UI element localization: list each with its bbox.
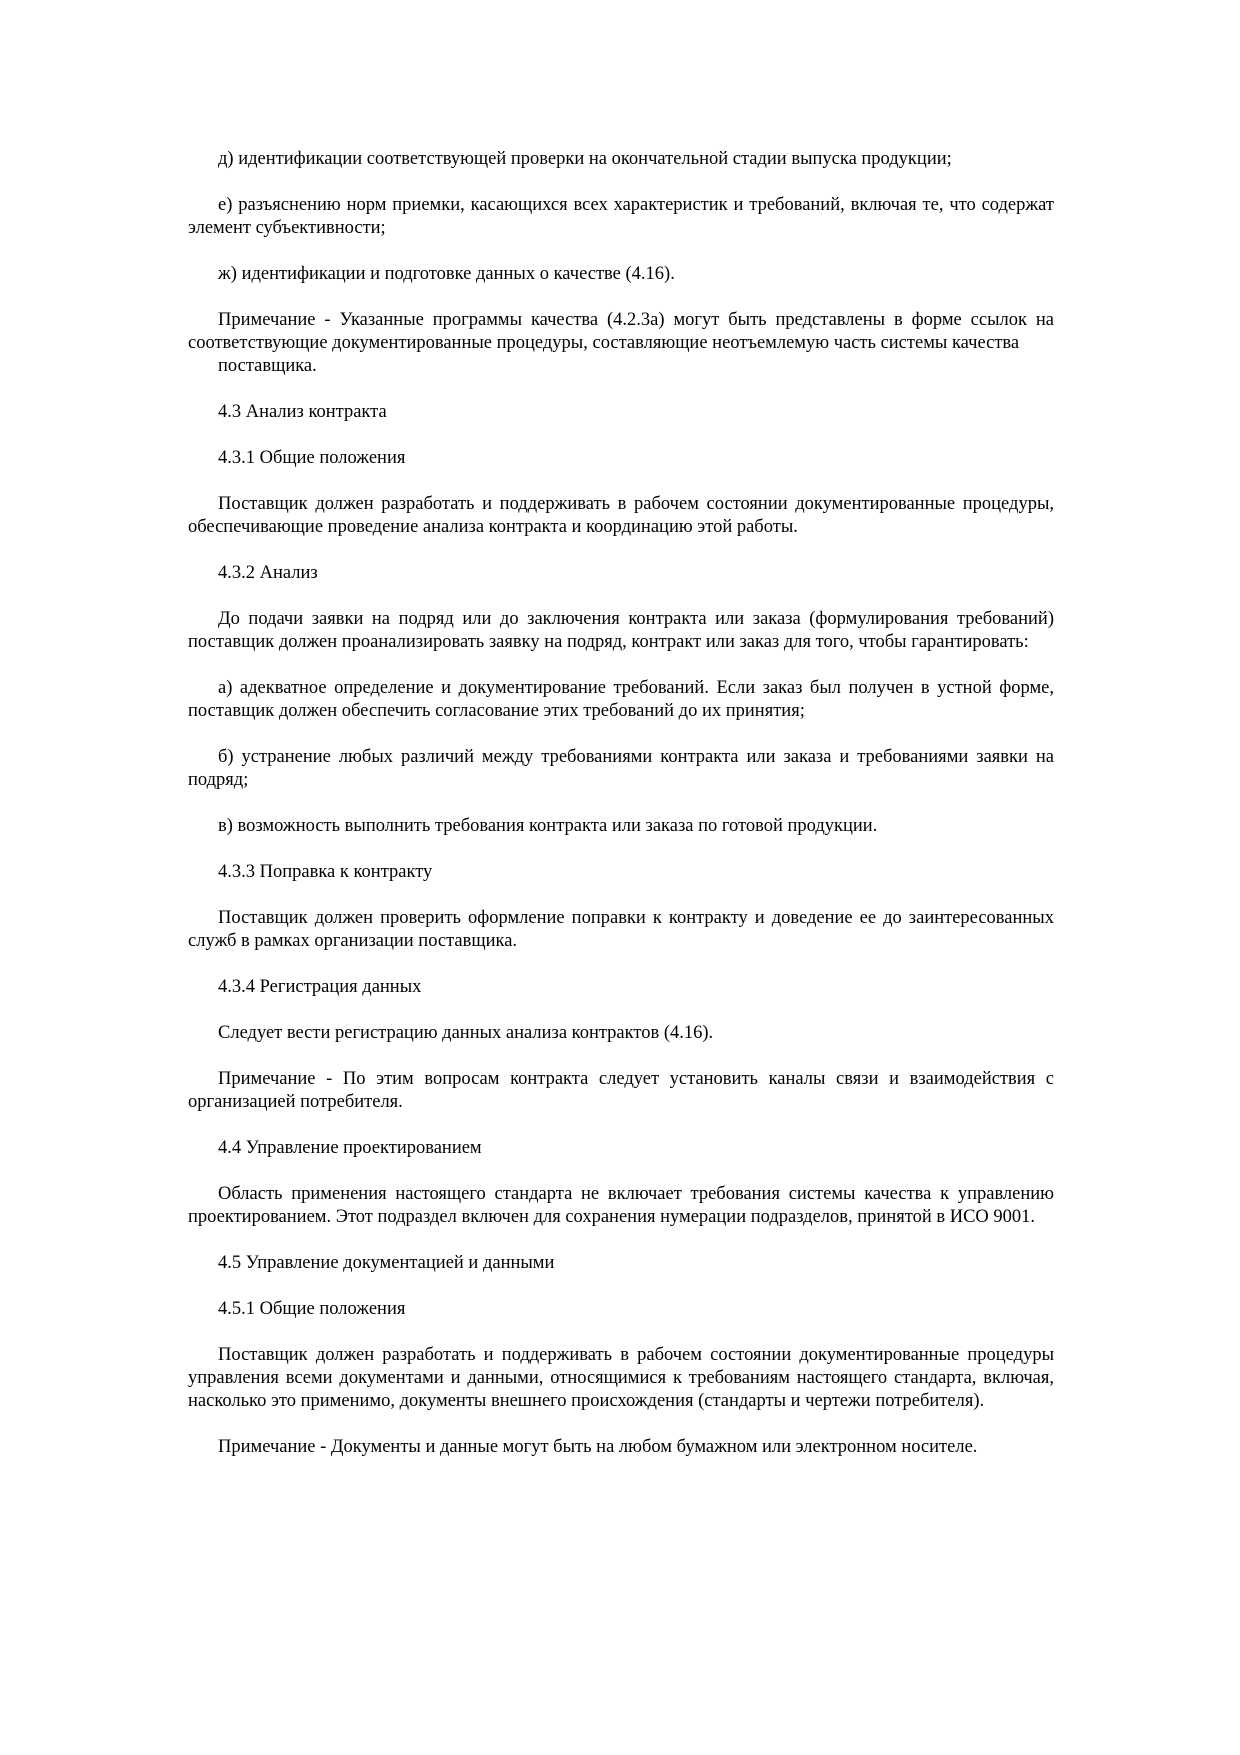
note-quality-programs-tail: поставщика.: [218, 356, 317, 376]
section-heading-4-5-1: 4.5.1 Общие положения: [218, 1299, 406, 1319]
list-item-v: в) возможность выполнить требования контракта или заказа по готовой продукции.: [218, 816, 878, 836]
paragraph-4-5-1: Поставщик должен разработать и поддерживать в рабочем состоянии документированные процедуры управления всеми документами и данными, относящимися к требованиям настоящего стандарта, включая, насколько это применимо, документы внешнего происхождения (стандарты и чертежи потребителя).: [188, 1345, 1054, 1411]
list-item-a: а) адекватное определение и документирование требований. Если заказ был получен в устной форме, поставщик должен обеспечить согласование этих требований до их принятия;: [188, 678, 1054, 721]
section-heading-4-3-4: 4.3.4 Регистрация данных: [218, 977, 422, 997]
section-heading-4-4: 4.4 Управление проектированием: [218, 1138, 482, 1158]
paragraph-4-3-2: До подачи заявки на подряд или до заключения контракта или заказа (формулирования требований) поставщик должен проанализировать заявку на подряд, контракт или заказ для того, чтобы гарантировать:: [188, 609, 1054, 652]
note-documents-media: Примечание - Документы и данные могут быть на любом бумажном или электронном носителе.: [218, 1437, 978, 1457]
note-contract-channels: Примечание - По этим вопросам контракта следует установить каналы связи и взаимодействия с организацией потребителя.: [188, 1069, 1054, 1112]
list-item-b: б) устранение любых различий между требованиями контракта или заказа и требованиями заявки на подряд;: [188, 747, 1054, 790]
list-item-e: е) разъяснению норм приемки, касающихся всех характеристик и требований, включая те, что содержат элемент субъективности;: [188, 195, 1054, 238]
paragraph-4-4: Область применения настоящего стандарта не включает требования системы качества к управлению проектированием. Этот подраздел включен для сохранения нумерации подразделов, принятой в ИСО 9001.: [188, 1184, 1054, 1227]
list-item-zh: ж) идентификации и подготовке данных о качестве (4.16).: [218, 264, 675, 284]
section-heading-4-3-1: 4.3.1 Общие положения: [218, 448, 406, 468]
document-page: [188, 148, 1054, 1482]
paragraph-4-3-4: Следует вести регистрацию данных анализа контрактов (4.16).: [218, 1023, 714, 1043]
paragraph-4-3-1: Поставщик должен разработать и поддерживать в рабочем состоянии документированные процедуры, обеспечивающие проведение анализа контракта и координацию этой работы.: [188, 494, 1054, 537]
list-item-d: д) идентификации соответствующей проверки на окончательной стадии выпуска продукции;: [218, 149, 952, 169]
note-quality-programs: Примечание - Указанные программы качества (4.2.3а) могут быть представлены в форме ссылок на соответствующие документированные процедуры, составляющие неотъемлемую часть системы качества: [188, 310, 1054, 353]
section-heading-4-3-2: 4.3.2 Анализ: [218, 563, 318, 583]
section-heading-4-3-3: 4.3.3 Поправка к контракту: [218, 862, 433, 882]
section-heading-4-5: 4.5 Управление документацией и данными: [218, 1253, 555, 1273]
paragraph-4-3-3: Поставщик должен проверить оформление поправки к контракту и доведение ее до заинтересованных служб в рамках организации поставщика.: [188, 908, 1054, 951]
section-heading-4-3: 4.3 Анализ контракта: [218, 402, 387, 422]
